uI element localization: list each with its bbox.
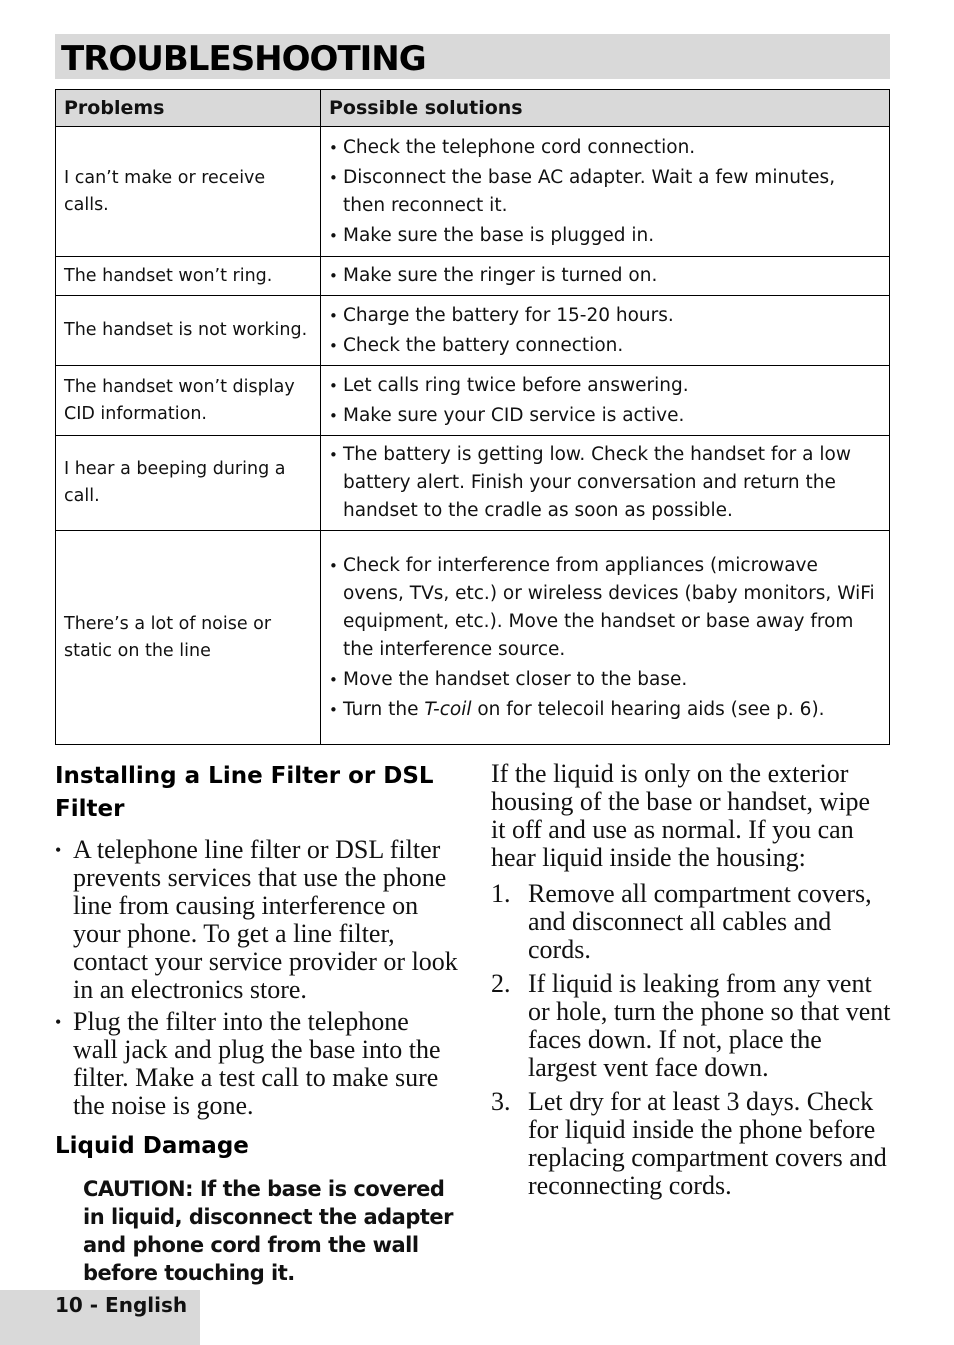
liquid-step <box>491 1088 891 1200</box>
line-filter-list <box>55 836 460 1120</box>
liquid-steps <box>491 880 891 1200</box>
step-number: 3. <box>491 1087 511 1116</box>
step-text: Remove all compartment covers, and disconnect all cables and cords. <box>528 879 872 964</box>
solution-item: • Check the telephone cord connection. <box>329 134 883 162</box>
problem-cell: The handset won’t ring. <box>56 257 321 296</box>
table-row <box>56 257 890 296</box>
title-bar <box>55 34 890 79</box>
solution-item: • Check for interference from appliances (microwave ovens, TVs, etc.) or wireless devices (baby monitors, WiFi equipment, etc.). Move the handset or base away from the interference source. <box>329 552 883 664</box>
troubleshooting-table <box>55 89 890 745</box>
problem-cell: The handset won’t display CID information. <box>56 366 321 436</box>
solutions-cell <box>321 257 890 296</box>
tcoil-text-before: Turn the <box>343 698 425 720</box>
solution-item: • Make sure your CID service is active. <box>329 402 883 430</box>
problem-cell: I can’t make or receive calls. <box>56 127 321 257</box>
left-column <box>55 760 460 1287</box>
solution-item: • The battery is getting low. Check the handset for a low battery alert. Finish your conversation and return the handset to the cradle as soon as possible. <box>329 441 883 525</box>
solutions-cell <box>321 296 890 366</box>
step-text: Let dry for at least 3 days. Check for liquid inside the phone before replacing compartment covers and reconnecting cords. <box>528 1087 887 1200</box>
table-row <box>56 127 890 257</box>
solution-item: • Let calls ring twice before answering. <box>329 372 883 400</box>
liquid-step <box>491 970 891 1082</box>
problem-cell: I hear a beeping during a call. <box>56 436 321 531</box>
table-header-row <box>56 90 890 127</box>
problem-cell: There’s a lot of noise or static on the line <box>56 531 321 745</box>
solutions-list <box>329 372 883 430</box>
table-row <box>56 296 890 366</box>
column-header-problems: Problems <box>56 90 321 127</box>
problem-cell: The handset is not working. <box>56 296 321 366</box>
solution-item-tcoil <box>329 696 883 724</box>
footer-bar <box>0 1290 200 1345</box>
step-number: 2. <box>491 969 511 998</box>
line-filter-heading: Installing a Line Filter or DSL Filter <box>55 763 434 822</box>
solutions-cell <box>321 366 890 436</box>
solution-item: • Make sure the ringer is turned on. <box>329 262 883 290</box>
solution-item: • Move the handset closer to the base. <box>329 666 883 694</box>
solutions-cell <box>321 436 890 531</box>
solutions-list <box>329 262 883 290</box>
solution-item: • Check the battery connection. <box>329 332 883 360</box>
liquid-damage-heading: Liquid Damage <box>55 1133 249 1159</box>
step-text: If liquid is leaking from any vent or hole, turn the phone so that vent faces down. If not, place the largest vent face down. <box>528 969 891 1082</box>
table-row <box>56 531 890 745</box>
solution-item: • Make sure the base is plugged in. <box>329 222 883 250</box>
solutions-list <box>329 134 883 250</box>
solutions-cell <box>321 127 890 257</box>
solutions-cell <box>321 531 890 745</box>
solution-item: • Disconnect the base AC adapter. Wait a few minutes, then reconnect it. <box>329 164 883 220</box>
column-header-solutions: Possible solutions <box>321 90 890 127</box>
liquid-step <box>491 880 891 964</box>
page-number: 10 - English <box>55 1293 188 1317</box>
solutions-list <box>329 441 883 525</box>
caution-note: CAUTION: If the base is covered in liquid, disconnect the adapter and phone cord from the wall before touching it. <box>83 1177 453 1285</box>
line-filter-bullet: • Plug the filter into the telephone wall jack and plug the base into the filter. Make a test call to make sure the noise is gone. <box>55 1008 460 1120</box>
tcoil-term: T-coil <box>424 698 472 720</box>
solutions-list <box>329 302 883 360</box>
solutions-list <box>329 552 883 724</box>
solution-item: • Charge the battery for 15-20 hours. <box>329 302 883 330</box>
step-number: 1. <box>491 879 511 908</box>
liquid-intro: If the liquid is only on the exterior housing of the base or handset, wipe it off and use as normal. If you can hear liquid inside the housing: <box>491 759 871 872</box>
tcoil-text-after: on for telecoil hearing aids (see p. 6). <box>471 698 825 720</box>
table-row <box>56 436 890 531</box>
right-column <box>491 760 891 1206</box>
page-title: TROUBLESHOOTING <box>61 39 426 79</box>
line-filter-bullet: • A telephone line filter or DSL filter prevents services that use the phone line from causing interference on your phone. To get a line filter, contact your service provider or look in an electronics store. <box>55 836 460 1004</box>
table-row <box>56 366 890 436</box>
